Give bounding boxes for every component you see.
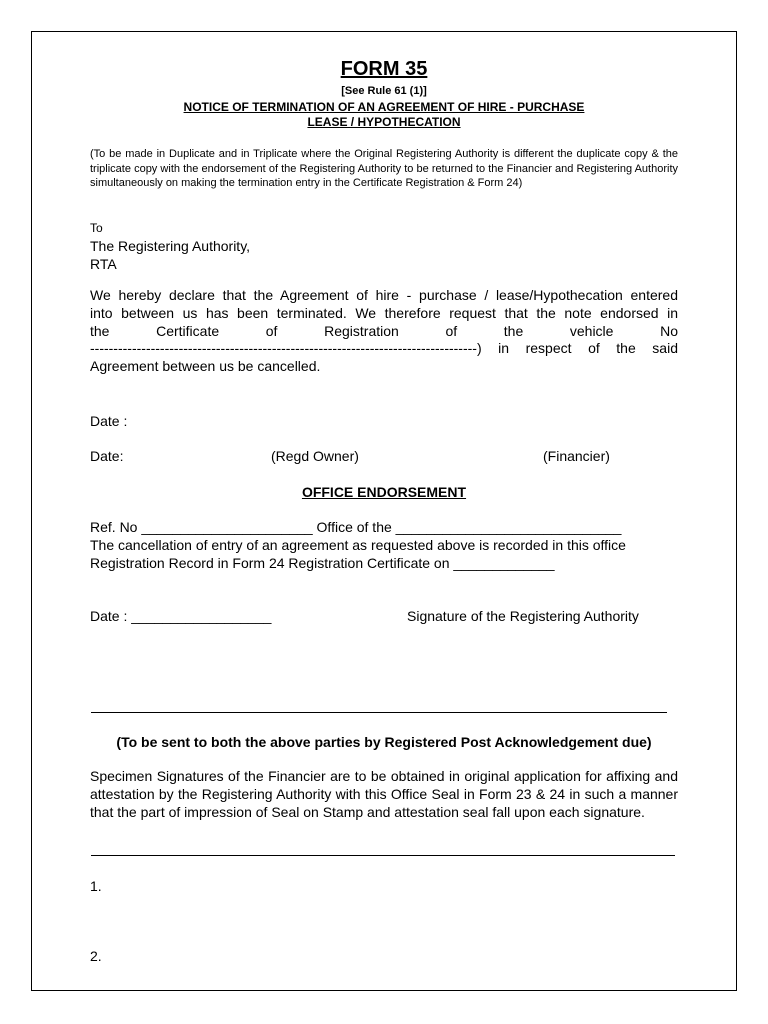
endorsement-line2: The cancellation of entry of an agreement as requested above is recorded in this office [90, 537, 626, 553]
declaration-paragraph [90, 287, 678, 376]
address-line2: RTA [90, 256, 117, 272]
signature-item-1: 1. [90, 878, 102, 894]
divider-line [91, 712, 667, 713]
date-field-1: Date : [90, 413, 128, 429]
declaration-line3: the Certificate of Registration of the vehicle No [90, 322, 678, 339]
divider-line [91, 855, 675, 856]
endorsement-date: Date : __________________ [90, 608, 272, 624]
declaration-line2: into between us has been terminated. We therefore request that the note endorsed in [90, 304, 678, 321]
registered-post-note: (To be sent to both the above parties by Registered Post Acknowledgement due) [116, 734, 652, 750]
declaration-line4: -----------------------------------------------------------------------------------) in respect of the said [90, 340, 678, 357]
office-endorsement-heading: OFFICE ENDORSEMENT [301, 484, 467, 500]
address-line1: The Registering Authority, [90, 238, 251, 254]
form-heading-line1: NOTICE OF TERMINATION OF AN AGREEMENT OF HIRE - PURCHASE [183, 100, 585, 114]
endorsement-line3: Registration Record in Form 24 Registration Certificate on _____________ [90, 555, 555, 571]
form-heading-line2: LEASE / HYPOTHECATION [307, 115, 461, 129]
ref-no-line: Ref. No ______________________ Office of the _____________________________ [90, 519, 622, 535]
declaration-line5: Agreement between us be cancelled. [90, 358, 321, 375]
rule-reference: [See Rule 61 (1)] [341, 85, 427, 97]
address-to: To [90, 221, 103, 235]
date-field-2: Date: [90, 448, 124, 464]
financier-label: (Financier) [543, 448, 610, 464]
form-title: FORM 35 [340, 58, 428, 80]
declaration-line1: We hereby declare that the Agreement of hire - purchase / lease/Hypothecation entered [90, 287, 678, 303]
instruction-note: (To be made in Duplicate and in Triplicate where the Original Registering Authority is different the duplicate copy & the triplicate copy with the endorsement of the Registering Authority to be returned to the Financier and Registering Authority simultaneously on making the termination entry in the Certificate Registration & Form 24) [90, 148, 678, 190]
signature-item-2: 2. [90, 948, 102, 964]
specimen-signatures-paragraph: Specimen Signatures of the Financier are to be obtained in original application for affixing and attestation by the Registering Authority with this Office Seal in Form 23 & 24 in such a manner that the part of impression of Seal on Stamp and attestation seal fall upon each signature. [90, 768, 678, 820]
regd-owner-label: (Regd Owner) [271, 448, 359, 464]
registering-authority-signature: Signature of the Registering Authority [407, 608, 639, 624]
